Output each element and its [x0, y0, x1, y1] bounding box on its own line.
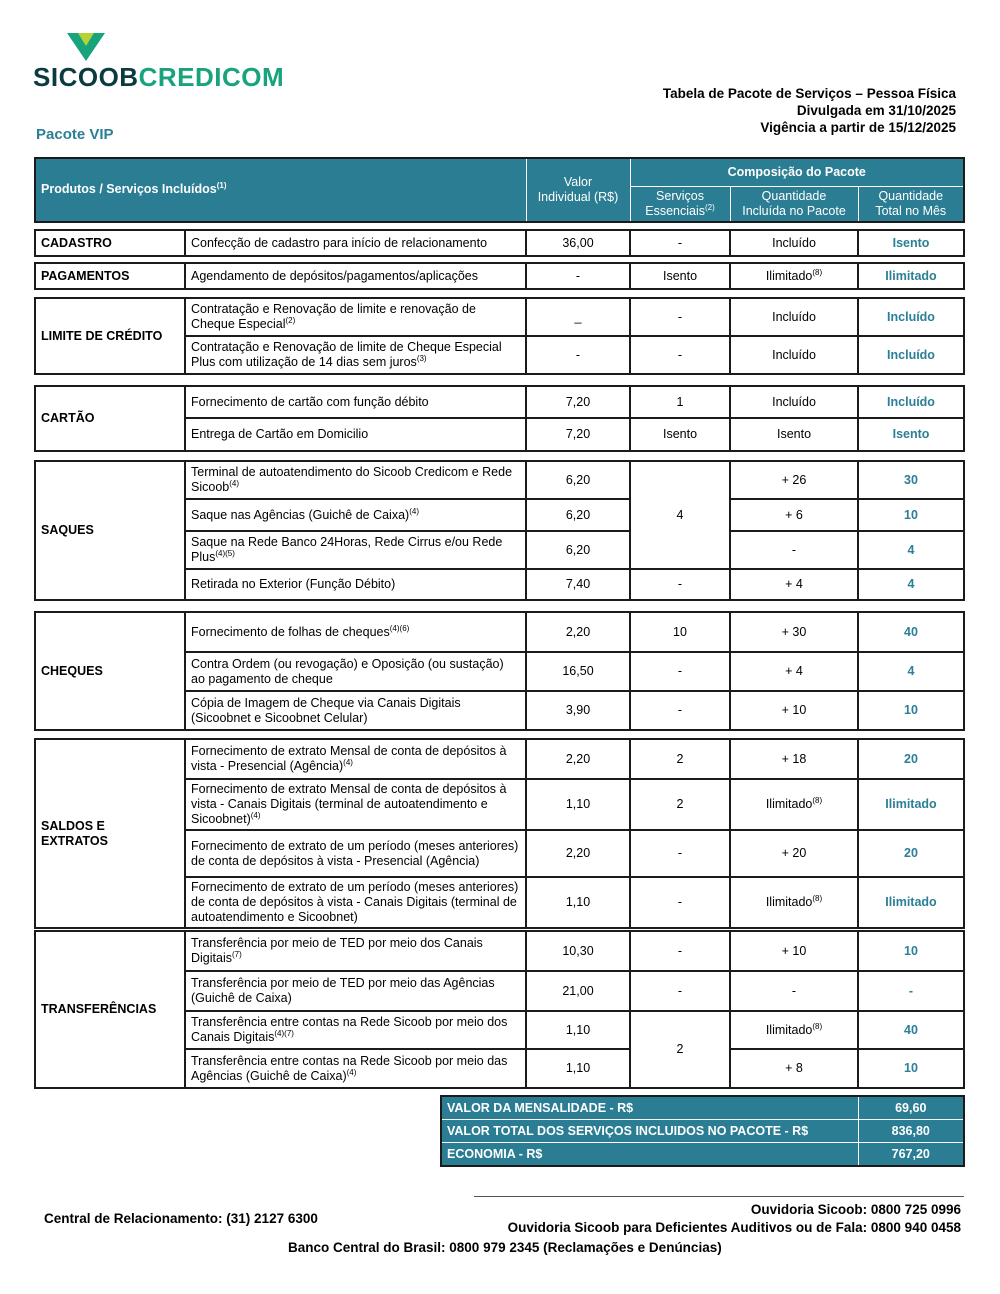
included-cell: Ilimitado$^{(8)}$ [730, 877, 858, 928]
service-name: Transferência entre contas na Rede Sicoob por meio das Agências (Guichê de Caixa)$^{(4)}$ [185, 1049, 526, 1088]
included-cell: Isento [730, 418, 858, 451]
total-cell: 10 [858, 691, 964, 730]
logo-mark-icon [66, 32, 106, 62]
section-label: SAQUES [35, 461, 185, 600]
included-cell: + 10 [730, 691, 858, 730]
total-cell: 20 [858, 739, 964, 779]
total-cell: Incluído [858, 336, 964, 374]
included-cell: + 30 [730, 612, 858, 652]
included-cell: - [730, 531, 858, 569]
value-cell: 1,10 [526, 779, 630, 830]
total-cell: Isento [858, 418, 964, 451]
logo [33, 32, 293, 94]
table-row [35, 739, 964, 779]
essential-cell: - [630, 931, 730, 971]
summary-row [441, 1120, 964, 1143]
included-cell: Ilimitado$^{(8)}$ [730, 263, 858, 289]
effective-date: Vigência a partir de 15/12/2025 [760, 120, 956, 135]
service-name: Fornecimento de extrato de um período (meses anteriores) de conta de depósitos à vista - Presencial (Agência) [185, 830, 526, 877]
service-name: Transferência entre contas na Rede Sicoob por meio dos Canais Digitais$^{(4)(7)}$ [185, 1011, 526, 1049]
included-cell: + 20 [730, 830, 858, 877]
total-cell: 20 [858, 830, 964, 877]
included-cell: + 4 [730, 652, 858, 691]
footer-divider [474, 1196, 964, 1197]
table-row [35, 612, 964, 652]
total-services-label: VALOR TOTAL DOS SERVIÇOS INCLUIDOS NO PACOTE - R$ [441, 1120, 858, 1143]
total-cell: Ilimitado [858, 877, 964, 928]
value-cell: 7,20 [526, 418, 630, 451]
service-name: Saque nas Agências (Guichê de Caixa)$^{(4)}$ [185, 499, 526, 531]
section-saques [34, 460, 965, 601]
total-cell: 4 [858, 531, 964, 569]
essential-cell: - [630, 298, 730, 336]
section-label: CARTÃO [35, 386, 185, 451]
service-name: Retirada no Exterior (Função Débito) [185, 569, 526, 600]
value-cell: 3,90 [526, 691, 630, 730]
service-name: Agendamento de depósitos/pagamentos/aplicações [185, 263, 526, 289]
service-name: Cópia de Imagem de Cheque via Canais Digitais (Sicoobnet e Sicoobnet Celular) [185, 691, 526, 730]
savings-label: ECONOMIA - R$ [441, 1143, 858, 1167]
ombudsman-deaf-phone: Ouvidoria Sicoob para Deficientes Auditivos ou de Fala: 0800 940 0458 [507, 1220, 961, 1235]
included-cell: + 10 [730, 931, 858, 971]
section-cheques [34, 611, 965, 731]
essential-cell: Isento [630, 263, 730, 289]
table-row [35, 230, 964, 256]
essential-cell: 2 [630, 739, 730, 779]
value-cell: 7,40 [526, 569, 630, 600]
table-row [35, 386, 964, 418]
value-cell: 1,10 [526, 1011, 630, 1049]
header-qty-included: Quantidade Incluída no Pacote [730, 186, 858, 222]
monthly-fee-label: VALOR DA MENSALIDADE - R$ [441, 1096, 858, 1120]
total-cell: Ilimitado [858, 779, 964, 830]
section-limite-credito [34, 297, 965, 375]
value-cell: 6,20 [526, 499, 630, 531]
included-cell: Incluído [730, 230, 858, 256]
value-cell: 6,20 [526, 531, 630, 569]
header-essential: Serviços Essenciais$^{(2)}$ [630, 186, 730, 222]
essential-cell: - [630, 877, 730, 928]
header-value: Valor Individual (R$) [526, 158, 630, 222]
included-cell: + 18 [730, 739, 858, 779]
service-name: Terminal de autoatendimento do Sicoob Credicom e Rede Sicoob$^{(4)}$ [185, 461, 526, 499]
savings-value: 767,20 [858, 1143, 964, 1167]
section-transferencias [34, 930, 965, 1089]
package-name: Pacote VIP [36, 126, 114, 143]
service-name: Fornecimento de folhas de cheques$^{(4)(6)}$ [185, 612, 526, 652]
value-cell: 2,20 [526, 612, 630, 652]
central-phone: Central de Relacionamento: (31) 2127 6300 [44, 1211, 318, 1226]
total-cell: 4 [858, 569, 964, 600]
essential-cell: - [630, 336, 730, 374]
value-cell: 6,20 [526, 461, 630, 499]
monthly-fee-value: 69,60 [858, 1096, 964, 1120]
table-row [35, 263, 964, 289]
value-cell: 36,00 [526, 230, 630, 256]
total-cell: Incluído [858, 298, 964, 336]
total-cell: Ilimitado [858, 263, 964, 289]
included-cell: + 4 [730, 569, 858, 600]
table-row [35, 298, 964, 336]
value-cell: 1,10 [526, 877, 630, 928]
total-cell: Isento [858, 230, 964, 256]
value-cell: 2,20 [526, 739, 630, 779]
total-cell: 40 [858, 1011, 964, 1049]
column-header [34, 157, 965, 223]
value-cell: - [526, 263, 630, 289]
included-cell: + 8 [730, 1049, 858, 1088]
essential-cell: - [630, 691, 730, 730]
section-label: SALDOS E EXTRATOS [35, 739, 185, 928]
total-cell: 10 [858, 1049, 964, 1088]
table-row [35, 931, 964, 971]
essential-cell: - [630, 830, 730, 877]
essential-cell: Isento [630, 418, 730, 451]
service-name: Fornecimento de extrato Mensal de conta de depósitos à vista - Canais Digitais (terminal de autoatendimento e Sicoobnet)$^{(4)}$ [185, 779, 526, 830]
section-cadastro [34, 229, 965, 257]
service-name: Confecção de cadastro para início de relacionamento [185, 230, 526, 256]
value-cell: 7,20 [526, 386, 630, 418]
summary-table [440, 1095, 965, 1167]
included-cell: Incluído [730, 298, 858, 336]
total-cell: - [858, 971, 964, 1011]
service-name: Contra Ordem (ou revogação) e Oposição (ou sustação) ao pagamento de cheque [185, 652, 526, 691]
value-cell: 16,50 [526, 652, 630, 691]
section-label: CHEQUES [35, 612, 185, 730]
summary-row [441, 1096, 964, 1120]
essential-cell: 2 [630, 1011, 730, 1088]
essential-cell: - [630, 230, 730, 256]
essential-cell: 2 [630, 779, 730, 830]
essential-cell: 4 [630, 461, 730, 569]
included-cell: + 6 [730, 499, 858, 531]
included-cell: + 26 [730, 461, 858, 499]
value-cell: 21,00 [526, 971, 630, 1011]
published-date: Divulgada em 31/10/2025 [796, 103, 956, 118]
logo-wordmark: SICOOBCREDICOM [33, 62, 285, 92]
section-cartao [34, 385, 965, 452]
total-services-value: 836,80 [858, 1120, 964, 1143]
total-cell: 4 [858, 652, 964, 691]
total-cell: 10 [858, 931, 964, 971]
essential-cell: 10 [630, 612, 730, 652]
service-name: Saque na Rede Banco 24Horas, Rede Cirrus e/ou Rede Plus$^{(4)(5)}$ [185, 531, 526, 569]
section-saldos-extratos [34, 738, 965, 929]
essential-cell: - [630, 971, 730, 1011]
total-cell: 40 [858, 612, 964, 652]
included-cell: - [730, 971, 858, 1011]
included-cell: Ilimitado$^{(8)}$ [730, 779, 858, 830]
value-cell: 10,30 [526, 931, 630, 971]
document-title: Tabela de Pacote de Serviços – Pessoa Física [662, 86, 956, 101]
included-cell: Incluído [730, 386, 858, 418]
header-qty-total: Quantidade Total no Mês [858, 186, 964, 222]
value-cell: - [526, 336, 630, 374]
central-bank-phone: Banco Central do Brasil: 0800 979 2345 (Reclamações e Denúncias) [288, 1240, 722, 1255]
included-cell: Incluído [730, 336, 858, 374]
service-name: Transferência por meio de TED por meio dos Canais Digitais$^{(7)}$ [185, 931, 526, 971]
value-cell: 2,20 [526, 830, 630, 877]
value-cell: _ [526, 298, 630, 336]
section-label: LIMITE DE CRÉDITO [35, 298, 185, 374]
section-pagamentos [34, 262, 965, 290]
total-cell: 30 [858, 461, 964, 499]
table-row [35, 461, 964, 499]
section-label: TRANSFERÊNCIAS [35, 931, 185, 1088]
section-label: PAGAMENTOS [35, 263, 185, 289]
total-cell: Incluído [858, 386, 964, 418]
essential-cell: - [630, 569, 730, 600]
service-name: Fornecimento de extrato de um período (meses anteriores) de conta de depósitos à vista - Canais Digitais (terminal de autoatendimento e Sicoobnet) [185, 877, 526, 928]
service-name: Fornecimento de cartão com função débito [185, 386, 526, 418]
header-products: Produtos / Serviços Incluídos$^{(1)}$ [35, 158, 526, 222]
essential-cell: - [630, 652, 730, 691]
essential-cell: 1 [630, 386, 730, 418]
summary-row [441, 1143, 964, 1167]
service-name: Contratação e Renovação de limite de Cheque Especial Plus com utilização de 14 dias sem juros$^{(3)}$ [185, 336, 526, 374]
value-cell: 1,10 [526, 1049, 630, 1088]
total-cell: 10 [858, 499, 964, 531]
included-cell: Ilimitado$^{(8)}$ [730, 1011, 858, 1049]
service-name: Contratação e Renovação de limite e renovação de Cheque Especial$^{(2)}$ [185, 298, 526, 336]
service-name: Transferência por meio de TED por meio das Agências (Guichê de Caixa) [185, 971, 526, 1011]
service-name: Fornecimento de extrato Mensal de conta de depósitos à vista - Presencial (Agência)$^{(4)}$ [185, 739, 526, 779]
header-composition: Composição do Pacote [630, 158, 964, 186]
service-name: Entrega de Cartão em Domicilio [185, 418, 526, 451]
section-label: CADASTRO [35, 230, 185, 256]
ombudsman-phone: Ouvidoria Sicoob: 0800 725 0996 [750, 1202, 961, 1217]
